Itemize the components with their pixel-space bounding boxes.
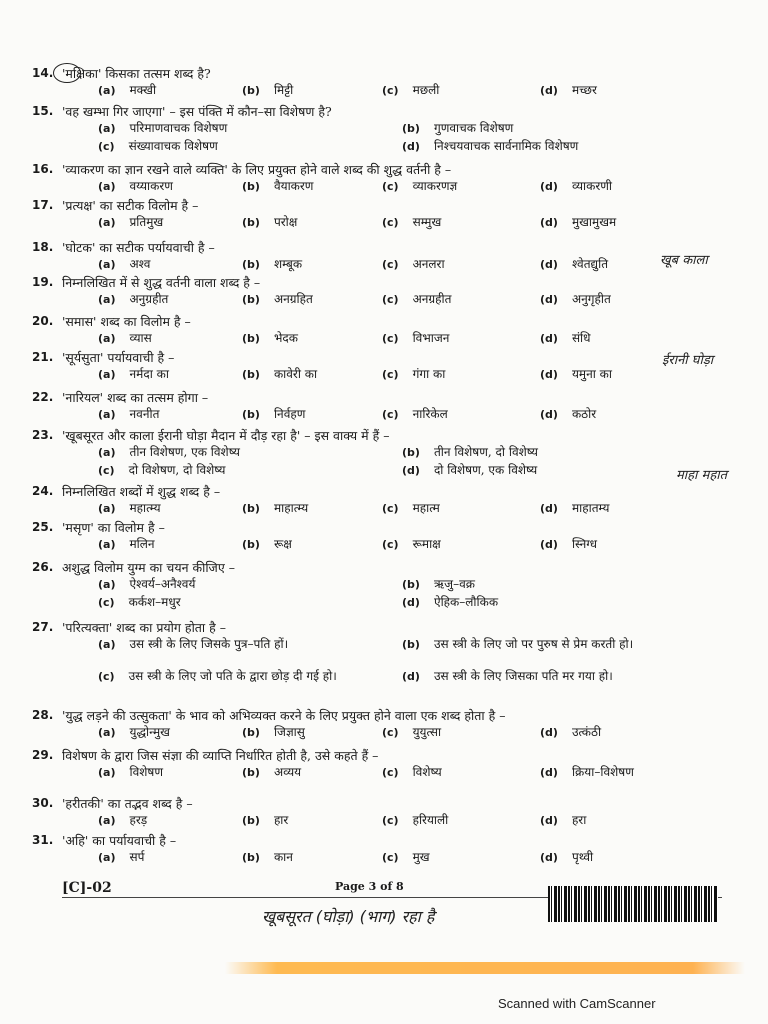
option[interactable] xyxy=(402,445,538,460)
question-number: 17. xyxy=(32,198,54,212)
option-label: (b) xyxy=(242,332,260,345)
option[interactable] xyxy=(382,331,449,346)
option-label: (d) xyxy=(540,84,558,97)
question-number: 30. xyxy=(32,796,54,810)
option[interactable] xyxy=(402,637,682,652)
option-label: (d) xyxy=(540,216,558,229)
option-label: (c) xyxy=(382,851,399,864)
option-text: ऋजु–वक्र xyxy=(433,577,475,591)
option-label: (b) xyxy=(242,84,260,97)
option-text: नवनीत xyxy=(129,407,160,421)
question-number: 24. xyxy=(32,484,54,498)
option-text: भेदक xyxy=(273,331,298,345)
option-text: उस स्त्री के लिए जो पति के द्वारा छोड़ दी गई हो। xyxy=(128,669,337,683)
option[interactable] xyxy=(402,577,475,592)
paper-code: [C]-02 xyxy=(62,880,112,896)
option-label: (d) xyxy=(540,814,558,827)
option[interactable] xyxy=(402,139,578,154)
option[interactable] xyxy=(98,813,147,828)
option-label: (a) xyxy=(98,258,116,271)
option[interactable] xyxy=(382,257,445,272)
option[interactable] xyxy=(98,83,156,98)
question-text: 'खूबसूरत और काला ईरानी घोड़ा मैदान में दौड़ रहा है' – इस वाक्य में हैं – xyxy=(62,428,390,443)
question-22 xyxy=(32,390,722,423)
barcode xyxy=(548,886,718,922)
option[interactable] xyxy=(382,179,457,194)
question-28 xyxy=(32,708,722,741)
question-23 xyxy=(32,428,722,479)
option-text: माहातम्य xyxy=(571,501,610,515)
option[interactable] xyxy=(98,292,168,307)
question-number: 26. xyxy=(32,560,54,574)
option-text: उत्कंठी xyxy=(571,725,602,739)
option-text: दो विशेषण, एक विशेष्य xyxy=(433,463,538,477)
question-20 xyxy=(32,314,722,347)
option-text: उस स्त्री के लिए जो पर पुरुष से प्रेम करती हो। xyxy=(433,637,634,651)
option[interactable] xyxy=(98,407,159,422)
option-label: (d) xyxy=(540,766,558,779)
option-label: (b) xyxy=(242,216,260,229)
option-label: (b) xyxy=(402,638,420,651)
option-text: निश्चयवाचक सार्वनामिक विशेषण xyxy=(433,139,579,153)
option[interactable] xyxy=(402,669,682,684)
option-label: (c) xyxy=(382,216,399,229)
question-number: 31. xyxy=(32,833,54,847)
bottom-handwritten-note: खूबसूरत (घोड़ा) (भाग) रहा है xyxy=(262,907,435,926)
option-label: (d) xyxy=(402,464,420,477)
option-text: संख्यावाचक विशेषण xyxy=(128,139,218,153)
option-text: युयुत्सा xyxy=(412,725,442,739)
question-14 xyxy=(32,66,722,99)
scan-edge-strip xyxy=(225,962,745,974)
option-label: (c) xyxy=(382,368,399,381)
option-label: (a) xyxy=(98,122,116,135)
question-text: निम्नलिखित शब्दों में शुद्ध शब्द है – xyxy=(62,484,221,499)
option-label: (c) xyxy=(382,408,399,421)
question-text: 'घोटक' का सटीक पर्यायवाची है – xyxy=(62,240,215,255)
option-text: युद्धोन्मुख xyxy=(129,725,170,739)
question-number: 20. xyxy=(32,314,54,328)
option-text: अनलरा xyxy=(412,257,445,271)
question-text: 'अहि' का पर्यायवाची है – xyxy=(62,833,177,848)
option-text: गुणवाचक विशेषण xyxy=(433,121,514,135)
option-text: मिट्टी xyxy=(273,83,294,97)
option[interactable] xyxy=(540,292,611,307)
option-label: (a) xyxy=(98,726,116,739)
option[interactable] xyxy=(98,595,181,610)
option-text: जिज्ञासु xyxy=(273,725,305,739)
option[interactable] xyxy=(98,139,218,154)
option[interactable] xyxy=(382,367,445,382)
option-text: तीन विशेषण, एक विशेष्य xyxy=(129,445,240,459)
option[interactable] xyxy=(242,331,298,346)
option-label: (a) xyxy=(98,446,116,459)
option-text: क्रिया–विशेषण xyxy=(571,765,634,779)
option[interactable] xyxy=(242,537,292,552)
option-label: (a) xyxy=(98,851,116,864)
option[interactable] xyxy=(242,501,308,516)
option[interactable] xyxy=(540,215,616,230)
option-label: (b) xyxy=(242,408,260,421)
option-text: स्निग्ध xyxy=(571,537,598,551)
option-text: व्यास xyxy=(129,331,152,345)
option-text: संधि xyxy=(571,331,591,345)
option-label: (d) xyxy=(540,368,558,381)
option-label: (d) xyxy=(540,258,558,271)
option-label: (d) xyxy=(540,408,558,421)
option-label: (c) xyxy=(382,766,399,779)
option-text: मक्खी xyxy=(129,83,157,97)
question-19 xyxy=(32,275,722,308)
option-text: यमुना का xyxy=(571,367,612,381)
option-label: (c) xyxy=(98,670,115,683)
question-text: निम्नलिखित में से शुद्ध वर्तनी वाला शब्द है – xyxy=(62,275,261,290)
option[interactable] xyxy=(540,725,601,740)
option-text: मुख xyxy=(412,850,430,864)
option-label: (c) xyxy=(382,258,399,271)
option[interactable] xyxy=(98,257,150,272)
option-label: (c) xyxy=(98,596,115,609)
question-text: 'हरीतकी' का तद्भव शब्द है – xyxy=(62,796,193,811)
option-label: (c) xyxy=(98,464,115,477)
option[interactable] xyxy=(98,367,169,382)
option-text: अश्व xyxy=(129,257,151,271)
option[interactable] xyxy=(98,669,378,684)
option-text: उस स्त्री के लिए जिसके पुत्र–पति हों। xyxy=(129,637,289,651)
option-label: (c) xyxy=(382,502,399,515)
option[interactable] xyxy=(402,121,513,136)
option-text: विशेष्य xyxy=(412,765,442,779)
option-label: (c) xyxy=(98,140,115,153)
question-number: 21. xyxy=(32,350,54,364)
option-label: (b) xyxy=(242,293,260,306)
option-text: मुखामुखम xyxy=(571,215,617,229)
question-25 xyxy=(32,520,722,553)
option-text: हार xyxy=(273,813,289,827)
option[interactable] xyxy=(98,637,378,652)
option-text: नारिकेल xyxy=(412,407,448,421)
margin-note-3: माहा महात xyxy=(676,468,727,483)
question-number: 28. xyxy=(32,708,54,722)
question-number: 19. xyxy=(32,275,54,289)
option-text: हरा xyxy=(571,813,587,827)
question-number: 25. xyxy=(32,520,54,534)
question-number: 29. xyxy=(32,748,54,762)
option[interactable] xyxy=(540,501,609,516)
option[interactable] xyxy=(382,850,430,865)
option-label: (d) xyxy=(540,726,558,739)
option-label: (c) xyxy=(382,814,399,827)
option-text: परिमाणवाचक विशेषण xyxy=(129,121,228,135)
option-text: निर्वहण xyxy=(273,407,306,421)
option-label: (d) xyxy=(402,140,420,153)
option[interactable] xyxy=(540,257,608,272)
option-text: दो विशेषण, दो विशेष्य xyxy=(128,463,226,477)
option[interactable] xyxy=(242,725,305,740)
option-label: (c) xyxy=(382,180,399,193)
option[interactable] xyxy=(540,813,586,828)
option-text: अव्यय xyxy=(273,765,302,779)
option-label: (b) xyxy=(402,446,420,459)
option-text: नर्मदा का xyxy=(129,367,169,381)
option[interactable] xyxy=(540,83,597,98)
question-29 xyxy=(32,748,722,781)
option-text: रूमाक्ष xyxy=(412,537,441,551)
option-text: वय्याकरण xyxy=(129,179,173,193)
option[interactable] xyxy=(382,407,448,422)
option[interactable] xyxy=(382,813,448,828)
option-label: (b) xyxy=(242,538,260,551)
option-text: विभाजन xyxy=(412,331,450,345)
question-text: अशुद्ध विलोम युग्म का चयन कीजिए – xyxy=(62,560,235,575)
option[interactable] xyxy=(382,215,441,230)
option-text: प्रतिमुख xyxy=(129,215,164,229)
option-label: (a) xyxy=(98,814,116,827)
question-16 xyxy=(32,162,722,195)
question-text: विशेषण के द्वारा जिस संज्ञा की व्याप्ति निर्धारित होती है, उसे कहते हैं – xyxy=(62,748,379,763)
option-label: (c) xyxy=(382,332,399,345)
option[interactable] xyxy=(242,367,317,382)
option[interactable] xyxy=(242,292,313,307)
option[interactable] xyxy=(382,501,440,516)
option-text: कान xyxy=(273,850,293,864)
question-30 xyxy=(32,796,722,829)
option-label: (c) xyxy=(382,293,399,306)
question-text: 'मसृण' का विलोम है – xyxy=(62,520,165,535)
option[interactable] xyxy=(98,725,170,740)
option[interactable] xyxy=(382,725,441,740)
option-label: (b) xyxy=(242,502,260,515)
question-text: 'नारियल' शब्द का तत्सम होगा – xyxy=(62,390,209,405)
question-number: 27. xyxy=(32,620,54,634)
question-24 xyxy=(32,484,722,517)
option-text: व्याकरणज्ञ xyxy=(412,179,458,193)
option-label: (a) xyxy=(98,180,116,193)
question-number: 18. xyxy=(32,240,54,254)
option[interactable] xyxy=(242,257,302,272)
question-text: 'सूर्यसुता' पर्यायवाची है – xyxy=(62,350,175,365)
question-text: 'व्याकरण का ज्ञान रखने वाले व्यक्ति' के लिए प्रयुक्त होने वाले शब्द की शुद्ध वर्तनी है – xyxy=(62,162,452,177)
option-text: सम्मुख xyxy=(412,215,442,229)
option-label: (d) xyxy=(402,670,420,683)
question-17 xyxy=(32,198,722,231)
option-text: मच्छर xyxy=(571,83,597,97)
option-text: ऐहिक–लौकिक xyxy=(433,595,499,609)
option-label: (b) xyxy=(242,180,260,193)
option[interactable] xyxy=(98,537,155,552)
question-21 xyxy=(32,350,722,383)
question-26 xyxy=(32,560,722,611)
option-text: अनग्रहित xyxy=(273,292,313,306)
option-label: (c) xyxy=(382,84,399,97)
question-number: 23. xyxy=(32,428,54,442)
option[interactable] xyxy=(402,595,498,610)
option[interactable] xyxy=(540,367,612,382)
option-label: (b) xyxy=(242,814,260,827)
question-number: 14. xyxy=(32,66,54,80)
option-text: वैयाकरण xyxy=(273,179,314,193)
option-label: (b) xyxy=(242,766,260,779)
question-text: 'मक्षिका' किसका तत्सम शब्द है? xyxy=(62,66,211,81)
option-label: (a) xyxy=(98,332,116,345)
option-label: (b) xyxy=(402,122,420,135)
question-31 xyxy=(32,833,722,866)
option-text: अनग्रहीत xyxy=(412,292,452,306)
option-text: मलिन xyxy=(129,537,155,551)
option[interactable] xyxy=(540,765,634,780)
question-text: 'युद्ध लड़ने की उत्सुकता' के भाव को अभिव्यक्त करने के लिए प्रयुक्त होने वाला एक शब्द होता है – xyxy=(62,708,506,723)
option-text: व्याकरणी xyxy=(571,179,613,193)
option[interactable] xyxy=(98,445,240,460)
option[interactable] xyxy=(382,292,452,307)
option[interactable] xyxy=(98,331,152,346)
option-text: पृथ्वी xyxy=(571,850,594,864)
option-text: शम्बूक xyxy=(273,257,303,271)
option-text: अनुगृहीत xyxy=(571,292,611,306)
option[interactable] xyxy=(540,179,612,194)
option[interactable] xyxy=(98,577,195,592)
scanner-watermark: Scanned with CamScanner xyxy=(498,996,656,1011)
option-label: (a) xyxy=(98,84,116,97)
option[interactable] xyxy=(402,463,537,478)
option-label: (b) xyxy=(242,726,260,739)
option[interactable] xyxy=(98,463,226,478)
option-text: महात्म xyxy=(412,501,440,515)
option[interactable] xyxy=(242,813,288,828)
option-text: महात्म्य xyxy=(129,501,161,515)
option-text: कठोर xyxy=(571,407,597,421)
question-15 xyxy=(32,104,722,155)
margin-note-2: ईरानी घोड़ा xyxy=(662,353,714,368)
option-label: (d) xyxy=(540,332,558,345)
option-text: रूक्ष xyxy=(273,537,292,551)
option[interactable] xyxy=(98,215,163,230)
option[interactable] xyxy=(540,537,597,552)
option-label: (a) xyxy=(98,216,116,229)
option-label: (a) xyxy=(98,638,116,651)
question-number: 22. xyxy=(32,390,54,404)
option-text: गंगा का xyxy=(412,367,446,381)
option-label: (a) xyxy=(98,538,116,551)
option-label: (d) xyxy=(540,538,558,551)
option[interactable] xyxy=(242,215,297,230)
option-label: (a) xyxy=(98,578,116,591)
option-label: (d) xyxy=(402,596,420,609)
option-label: (c) xyxy=(382,726,399,739)
option-text: कर्कश–मधुर xyxy=(128,595,181,609)
option-label: (d) xyxy=(540,502,558,515)
option[interactable] xyxy=(382,537,441,552)
question-text: 'परित्यक्ता' शब्द का प्रयोग होता है – xyxy=(62,620,227,635)
question-number: 16. xyxy=(32,162,54,176)
option-text: माहात्म्य xyxy=(273,501,309,515)
option[interactable] xyxy=(540,850,593,865)
page-number: Page 3 of 8 xyxy=(335,880,404,893)
margin-note-1: खूब काला xyxy=(660,253,708,268)
option-label: (a) xyxy=(98,408,116,421)
option[interactable] xyxy=(242,765,301,780)
question-text: 'समास' शब्द का विलोम है – xyxy=(62,314,191,329)
option[interactable] xyxy=(98,850,144,865)
option-text: हरियाली xyxy=(412,813,449,827)
option[interactable] xyxy=(540,331,591,346)
question-number: 15. xyxy=(32,104,54,118)
option-text: उस स्त्री के लिए जिसका पति मर गया हो। xyxy=(433,669,613,683)
option[interactable] xyxy=(382,765,442,780)
option-text: मछली xyxy=(412,83,440,97)
option-text: तीन विशेषण, दो विशेष्य xyxy=(433,445,538,459)
option-text: हरड़ xyxy=(129,813,148,827)
option-label: (a) xyxy=(98,368,116,381)
option-label: (b) xyxy=(242,258,260,271)
option-text: विशेषण xyxy=(129,765,164,779)
option-label: (d) xyxy=(540,180,558,193)
option-text: परोक्ष xyxy=(273,215,298,229)
option[interactable] xyxy=(242,850,293,865)
option-text: कावेरी का xyxy=(273,367,318,381)
option-label: (d) xyxy=(540,293,558,306)
option-label: (b) xyxy=(242,368,260,381)
option-label: (b) xyxy=(402,578,420,591)
option[interactable] xyxy=(98,765,163,780)
option-text: ऐश्वर्य–अनैश्वर्य xyxy=(129,577,196,591)
option[interactable] xyxy=(242,83,293,98)
option[interactable] xyxy=(382,83,439,98)
option[interactable] xyxy=(98,501,161,516)
option[interactable] xyxy=(98,121,227,136)
option-label: (a) xyxy=(98,293,116,306)
option-text: अनुग्रहीत xyxy=(129,292,169,306)
question-text: 'वह खम्भा गिर जाएगा' – इस पंक्ति में कौन–सा विशेषण है? xyxy=(62,104,332,119)
question-text: 'प्रत्यक्ष' का सटीक विलोम है – xyxy=(62,198,199,213)
option[interactable] xyxy=(242,407,305,422)
option-label: (a) xyxy=(98,766,116,779)
question-27 xyxy=(32,620,722,699)
option-text: सर्प xyxy=(129,850,145,864)
option-label: (c) xyxy=(382,538,399,551)
option-text: श्वेतद्युति xyxy=(571,257,609,271)
option[interactable] xyxy=(242,179,313,194)
option-label: (a) xyxy=(98,502,116,515)
option[interactable] xyxy=(540,407,596,422)
option[interactable] xyxy=(98,179,173,194)
option-label: (d) xyxy=(540,851,558,864)
option-label: (b) xyxy=(242,851,260,864)
question-18 xyxy=(32,240,722,273)
